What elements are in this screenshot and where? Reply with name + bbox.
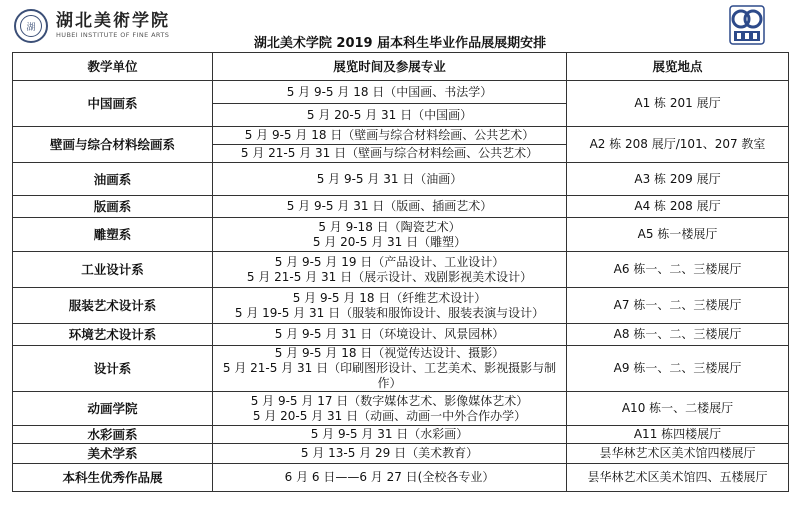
time-line: 5 月 9-5 月 18 日（纤维艺术设计） (292, 290, 487, 305)
department-cell: 设计系 (13, 346, 213, 392)
logo-chinese-name: 湖北美術学院 (56, 11, 170, 31)
department-cell: 油画系 (13, 163, 213, 196)
time-cell: 5 月 9-5 月 31 日（水彩画） (213, 426, 567, 444)
time-cell (213, 392, 567, 426)
location-cell: A10 栋一、二楼展厅 (567, 392, 789, 426)
time-cell: 5 月 9-5 月 31 日（版画、插画艺术） (213, 196, 567, 218)
department-cell: 壁画与综合材料绘画系 (13, 127, 213, 163)
department-cell: 水彩画系 (13, 426, 213, 444)
time-cell (213, 218, 567, 252)
time-line: 5 月 9-5 月 19 日（产品设计、工业设计） (274, 254, 505, 269)
department-cell: 环境艺术设计系 (13, 324, 213, 346)
time-line: 5 月 19-5 月 31 日（服装和服饰设计、服装表演与设计） (234, 305, 545, 320)
location-cell: A3 栋 209 展厅 (567, 163, 789, 196)
school-seal-icon: 湖 (14, 9, 48, 43)
table-row (13, 127, 789, 145)
time-line: 5 月 9-5 月 18 日（视觉传达设计、摄影） (274, 346, 505, 360)
time-line: 5 月 20-5 月 31 日（雕塑） (312, 234, 467, 249)
time-cell: 5 月 9-5 月 31 日（环境设计、风景园林） (213, 324, 567, 346)
page-title: 湖北美术学院 2019 届本科生毕业作品展展期安排 (253, 36, 547, 51)
department-cell: 中国画系 (13, 81, 213, 127)
time-line: 5 月 21-5 月 31 日（展示设计、戏剧影视美术设计） (246, 269, 533, 284)
table-row (13, 426, 789, 444)
page-header (0, 0, 800, 52)
location-cell: A4 栋 208 展厅 (567, 196, 789, 218)
department-cell: 版画系 (13, 196, 213, 218)
location-cell: 昙华林艺术区美术馆四楼展厅 (567, 444, 789, 464)
location-cell: A9 栋一、二、三楼展厅 (567, 346, 789, 392)
table-row (13, 81, 789, 104)
location-cell: A6 栋一、二、三楼展厅 (567, 252, 789, 288)
time-line: 5 月 20-5 月 31 日（动画、动画一中外合作办学） (252, 408, 527, 423)
table-row (13, 218, 789, 252)
location-cell: A11 栋四楼展厅 (567, 426, 789, 444)
time-line: 5 月 21-5 月 31 日（印刷图形设计、工艺美术、影视摄影与制作） (222, 361, 557, 390)
exhibition-schedule-table (12, 52, 789, 492)
header-time-major: 展览时间及参展专业 (213, 53, 567, 81)
location-cell: A1 栋 201 展厅 (567, 81, 789, 127)
header-department: 教学单位 (13, 53, 213, 81)
time-cell: 5 月 9-5 月 18 日（壁画与综合材料绘画、公共艺术） (213, 127, 567, 145)
table-row (13, 464, 789, 492)
table-row (13, 392, 789, 426)
logo-english-name: HUBEI INSTITUTE OF FINE ARTS (56, 31, 170, 39)
time-cell (213, 252, 567, 288)
location-cell: 昙华林艺术区美术馆四、五楼展厅 (567, 464, 789, 492)
time-line: 5 月 9-5 月 17 日（数字媒体艺术、影像媒体艺术） (250, 393, 529, 408)
location-cell: A5 栋一楼展厅 (567, 218, 789, 252)
location-cell: A2 栋 208 展厅/101、207 教室 (567, 127, 789, 163)
time-cell: 5 月 9-5 月 18 日（中国画、书法学） (213, 81, 567, 104)
header-location: 展览地点 (567, 53, 789, 81)
department-cell: 雕塑系 (13, 218, 213, 252)
department-cell: 动画学院 (13, 392, 213, 426)
table-header-row (13, 53, 789, 81)
department-cell: 本科生优秀作品展 (13, 464, 213, 492)
table-row (13, 346, 789, 392)
time-cell: 5 月 13-5 月 29 日（美术教育） (213, 444, 567, 464)
department-cell: 美术学系 (13, 444, 213, 464)
department-cell: 工业设计系 (13, 252, 213, 288)
table-row (13, 288, 789, 324)
time-cell (213, 288, 567, 324)
department-cell: 服装艺术设计系 (13, 288, 213, 324)
table-row (13, 163, 789, 196)
location-cell: A7 栋一、二、三楼展厅 (567, 288, 789, 324)
table-row (13, 444, 789, 464)
time-cell: 5 月 20-5 月 31 日（中国画） (213, 104, 567, 127)
time-cell (213, 346, 567, 392)
table-row (13, 252, 789, 288)
table-row (13, 196, 789, 218)
time-cell: 5 月 9-5 月 31 日（油画） (213, 163, 567, 196)
time-line: 5 月 9-18 日（陶瓷艺术） (318, 219, 461, 234)
time-cell: 6 月 6 日——6 月 27 日(全校各专业） (213, 464, 567, 492)
time-cell: 5 月 21-5 月 31 日（壁画与综合材料绘画、公共艺术） (213, 145, 567, 163)
location-cell: A8 栋一、二、三楼展厅 (567, 324, 789, 346)
table-row (13, 324, 789, 346)
